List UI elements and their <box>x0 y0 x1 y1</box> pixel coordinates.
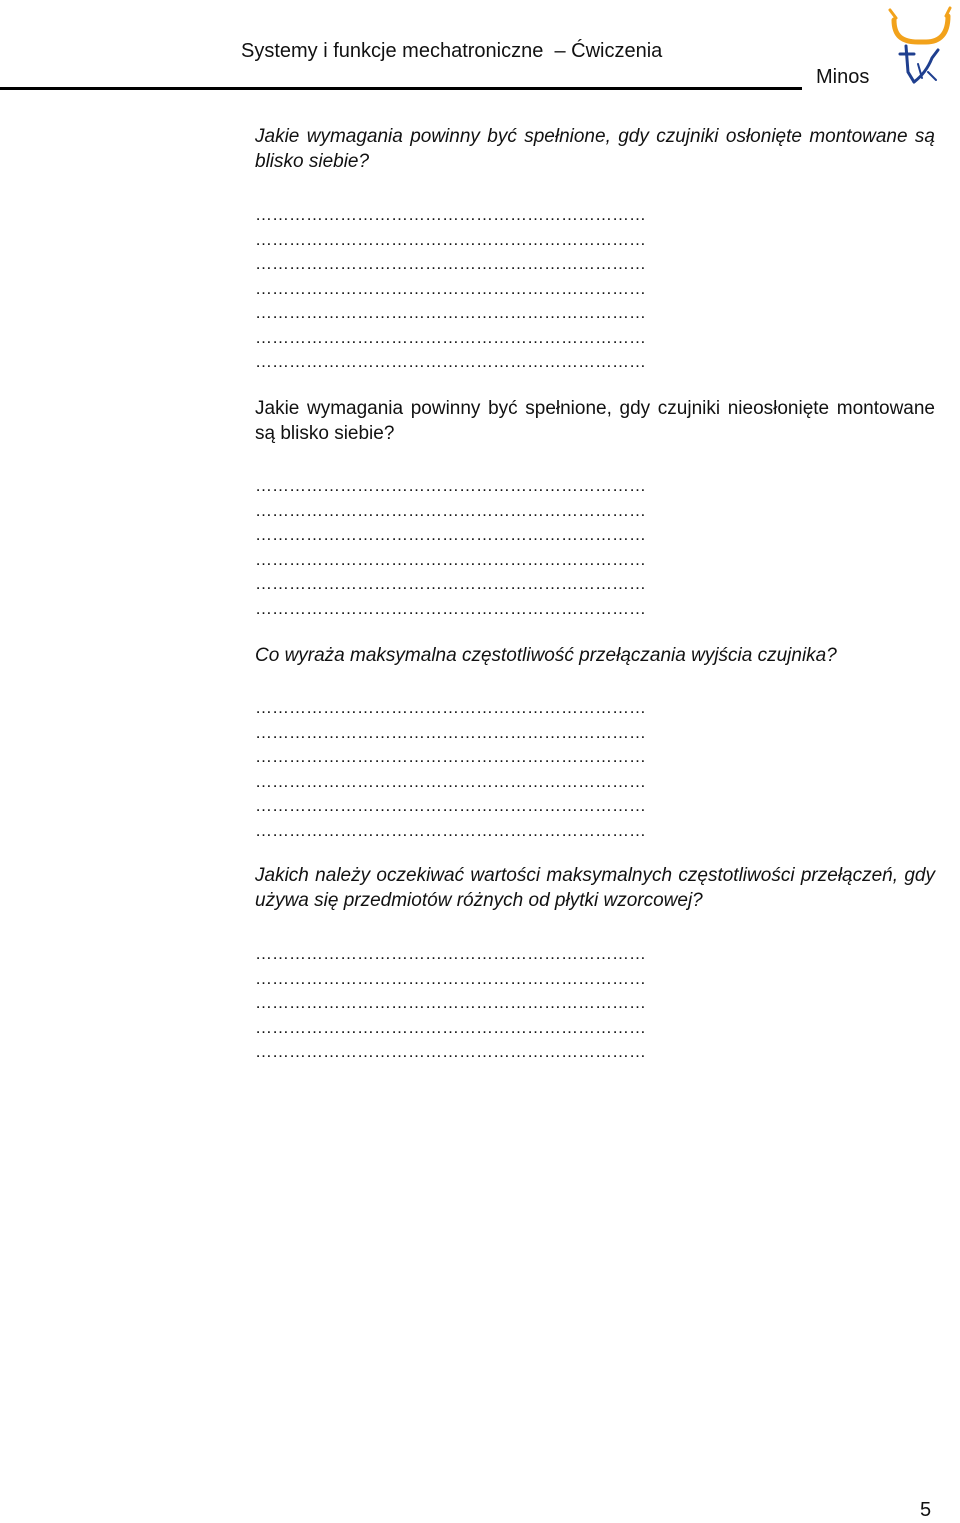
answer-line: …………………………………………………………… <box>255 500 646 520</box>
answer-line: …………………………………………………………… <box>255 574 646 593</box>
answer-line: …………………………………………………………… <box>255 229 646 249</box>
question-text: Co wyraża maksymalna częstotliwość przełączania wyjścia czujnika? <box>255 645 837 666</box>
question-block-4 <box>255 863 935 913</box>
answer-lines-4 <box>255 942 935 1065</box>
question-block-3 <box>255 643 935 668</box>
answer-line: …………………………………………………………… <box>255 944 646 963</box>
answer-line: …………………………………………………………… <box>255 278 646 298</box>
answer-line: …………………………………………………………… <box>255 254 646 273</box>
question-text: Jakich należy oczekiwać wartości maksymalnych częstotliwości przełączeń, gdy używa się przedmiotów różnych od płytki wzorcowej? <box>255 865 935 911</box>
question-text: Jakie wymagania powinny być spełnione, gdy czujniki nieosłonięte montowane są blisko siebie? <box>255 398 935 444</box>
answer-line: …………………………………………………………… <box>255 993 646 1012</box>
answer-line: …………………………………………………………… <box>255 303 646 322</box>
header-title: Systemy i funkcje mechatroniczne – Ćwiczenia <box>241 40 663 62</box>
header-divider <box>0 87 802 90</box>
answer-line: …………………………………………………………… <box>255 476 646 495</box>
question-text: Jakie wymagania powinny być spełnione, gdy czujniki osłonięte montowane są blisko siebie? <box>255 126 935 172</box>
answer-lines-2 <box>255 474 935 621</box>
answer-lines-3 <box>255 696 935 843</box>
page-number: 5 <box>920 1499 932 1521</box>
answer-line: …………………………………………………………… <box>255 205 646 224</box>
answer-line: …………………………………………………………… <box>255 698 646 717</box>
answer-line: …………………………………………………………… <box>255 525 646 544</box>
header-brand: Minos <box>816 66 870 88</box>
answer-line: …………………………………………………………… <box>255 796 646 815</box>
answer-line: …………………………………………………………… <box>255 820 646 840</box>
answer-line: …………………………………………………………… <box>255 771 646 791</box>
question-block-2 <box>255 396 935 446</box>
answer-line: …………………………………………………………… <box>255 327 646 347</box>
answer-line: …………………………………………………………… <box>255 1042 646 1061</box>
minos-logo-icon <box>888 6 954 86</box>
answer-line: …………………………………………………………… <box>255 722 646 742</box>
answer-line: …………………………………………………………… <box>255 549 646 569</box>
answer-line: …………………………………………………………… <box>255 352 646 371</box>
answer-line: …………………………………………………………… <box>255 598 646 618</box>
answer-lines-1 <box>255 203 935 375</box>
answer-line: …………………………………………………………… <box>255 968 646 988</box>
question-block-1 <box>255 124 935 174</box>
answer-line: …………………………………………………………… <box>255 747 646 766</box>
answer-line: …………………………………………………………… <box>255 1017 646 1037</box>
